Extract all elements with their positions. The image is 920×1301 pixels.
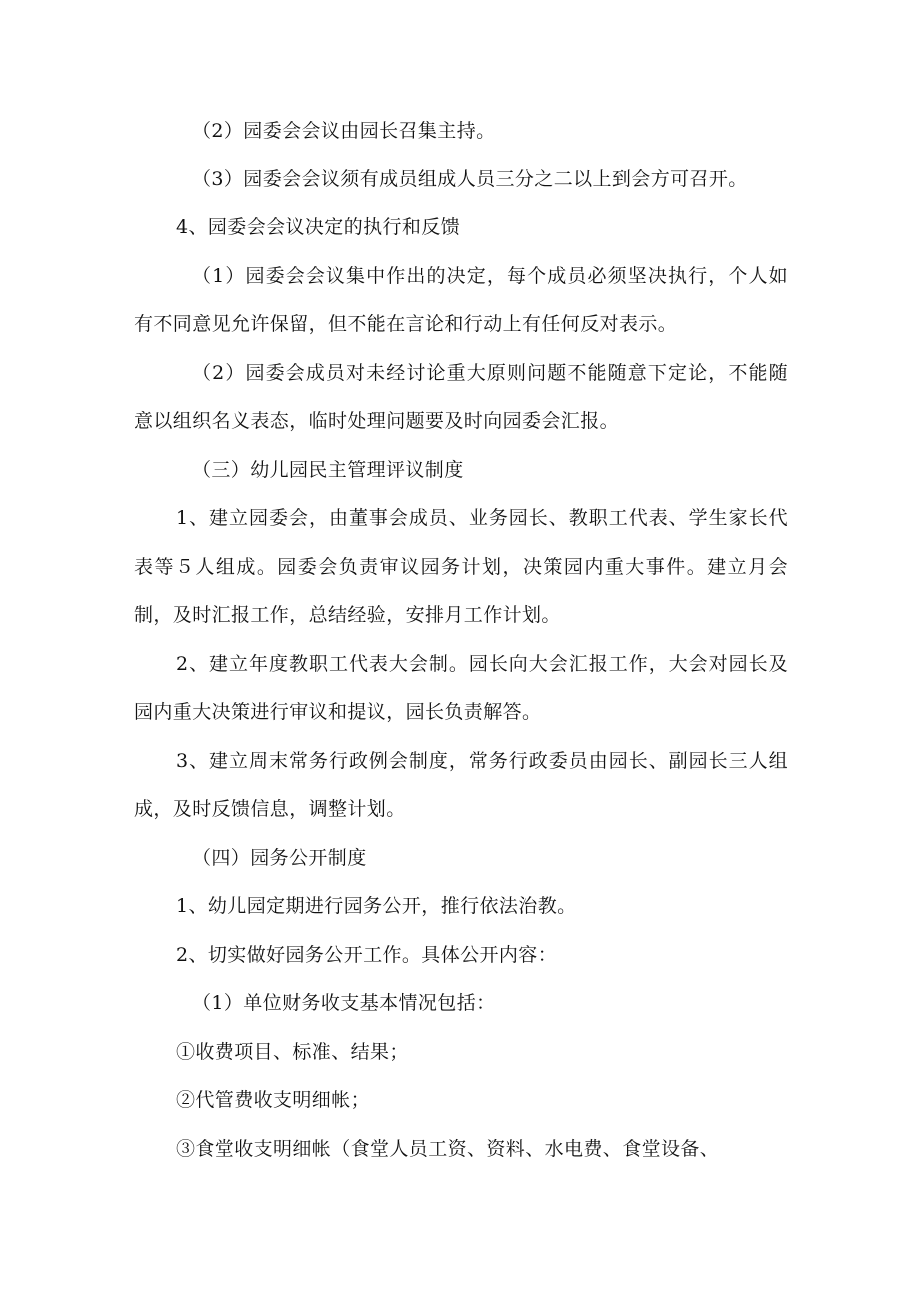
paragraph-line: 意以组织名义表态，临时处理问题要及时向园委会汇报。 bbox=[134, 410, 620, 432]
paragraph-line: （3）园委会会议须有成员组成人员三分之二以上到会方可召开。 bbox=[192, 168, 748, 190]
paragraph-line: （1）园委会会议集中作出的决定，每个成员必须坚决执行，个人如 bbox=[192, 265, 788, 287]
paragraph-line: 有不同意见允许保留，但不能在言论和行动上有任何反对表示。 bbox=[134, 313, 678, 335]
paragraph-line: 1、建立园委会，由董事会成员、业务园长、教职工代表、学生家长代 bbox=[176, 507, 788, 529]
paragraph-line: 表等５人组成。园委会负责审议园务计划，决策园内重大事件。建立月会 bbox=[134, 556, 788, 578]
section-heading: （四）园务公开制度 bbox=[192, 847, 367, 869]
section-heading: （三）幼儿园民主管理评议制度 bbox=[192, 459, 464, 481]
list-item: ③食堂收支明细帐（食堂人员工资、资料、水电费、食堂设备、 bbox=[176, 1138, 720, 1160]
paragraph-line: 1、幼儿园定期进行园务公开，推行依法治教。 bbox=[176, 895, 577, 917]
paragraph-line: 3、建立周末常务行政例会制度，常务行政委员由园长、副园长三人组 bbox=[176, 750, 788, 772]
paragraph-line: 制，及时汇报工作，总结经验，安排月工作计划。 bbox=[134, 604, 561, 626]
list-item: ①收费项目、标准、结果； bbox=[176, 1041, 409, 1063]
list-item: ②代管费收支明细帐； bbox=[176, 1089, 371, 1111]
paragraph-line: 成，及时反馈信息，调整计划。 bbox=[134, 798, 406, 820]
paragraph-line: （1）单位财务收支基本情况包括： bbox=[192, 992, 496, 1014]
section-heading: 4、园委会会议决定的执行和反馈 bbox=[176, 216, 461, 238]
paragraph-line: 2、建立年度教职工代表大会制。园长向大会汇报工作，大会对园长及 bbox=[176, 653, 788, 675]
paragraph-line: 园内重大决策进行审议和提议，园长负责解答。 bbox=[134, 701, 542, 723]
paragraph-line: （2）园委会会议由园长召集主持。 bbox=[192, 120, 496, 142]
paragraph-line: （2）园委会成员对未经讨论重大原则问题不能随意下定论，不能随 bbox=[192, 362, 788, 384]
paragraph-line: 2、切实做好园务公开工作。具体公开内容： bbox=[176, 944, 558, 966]
